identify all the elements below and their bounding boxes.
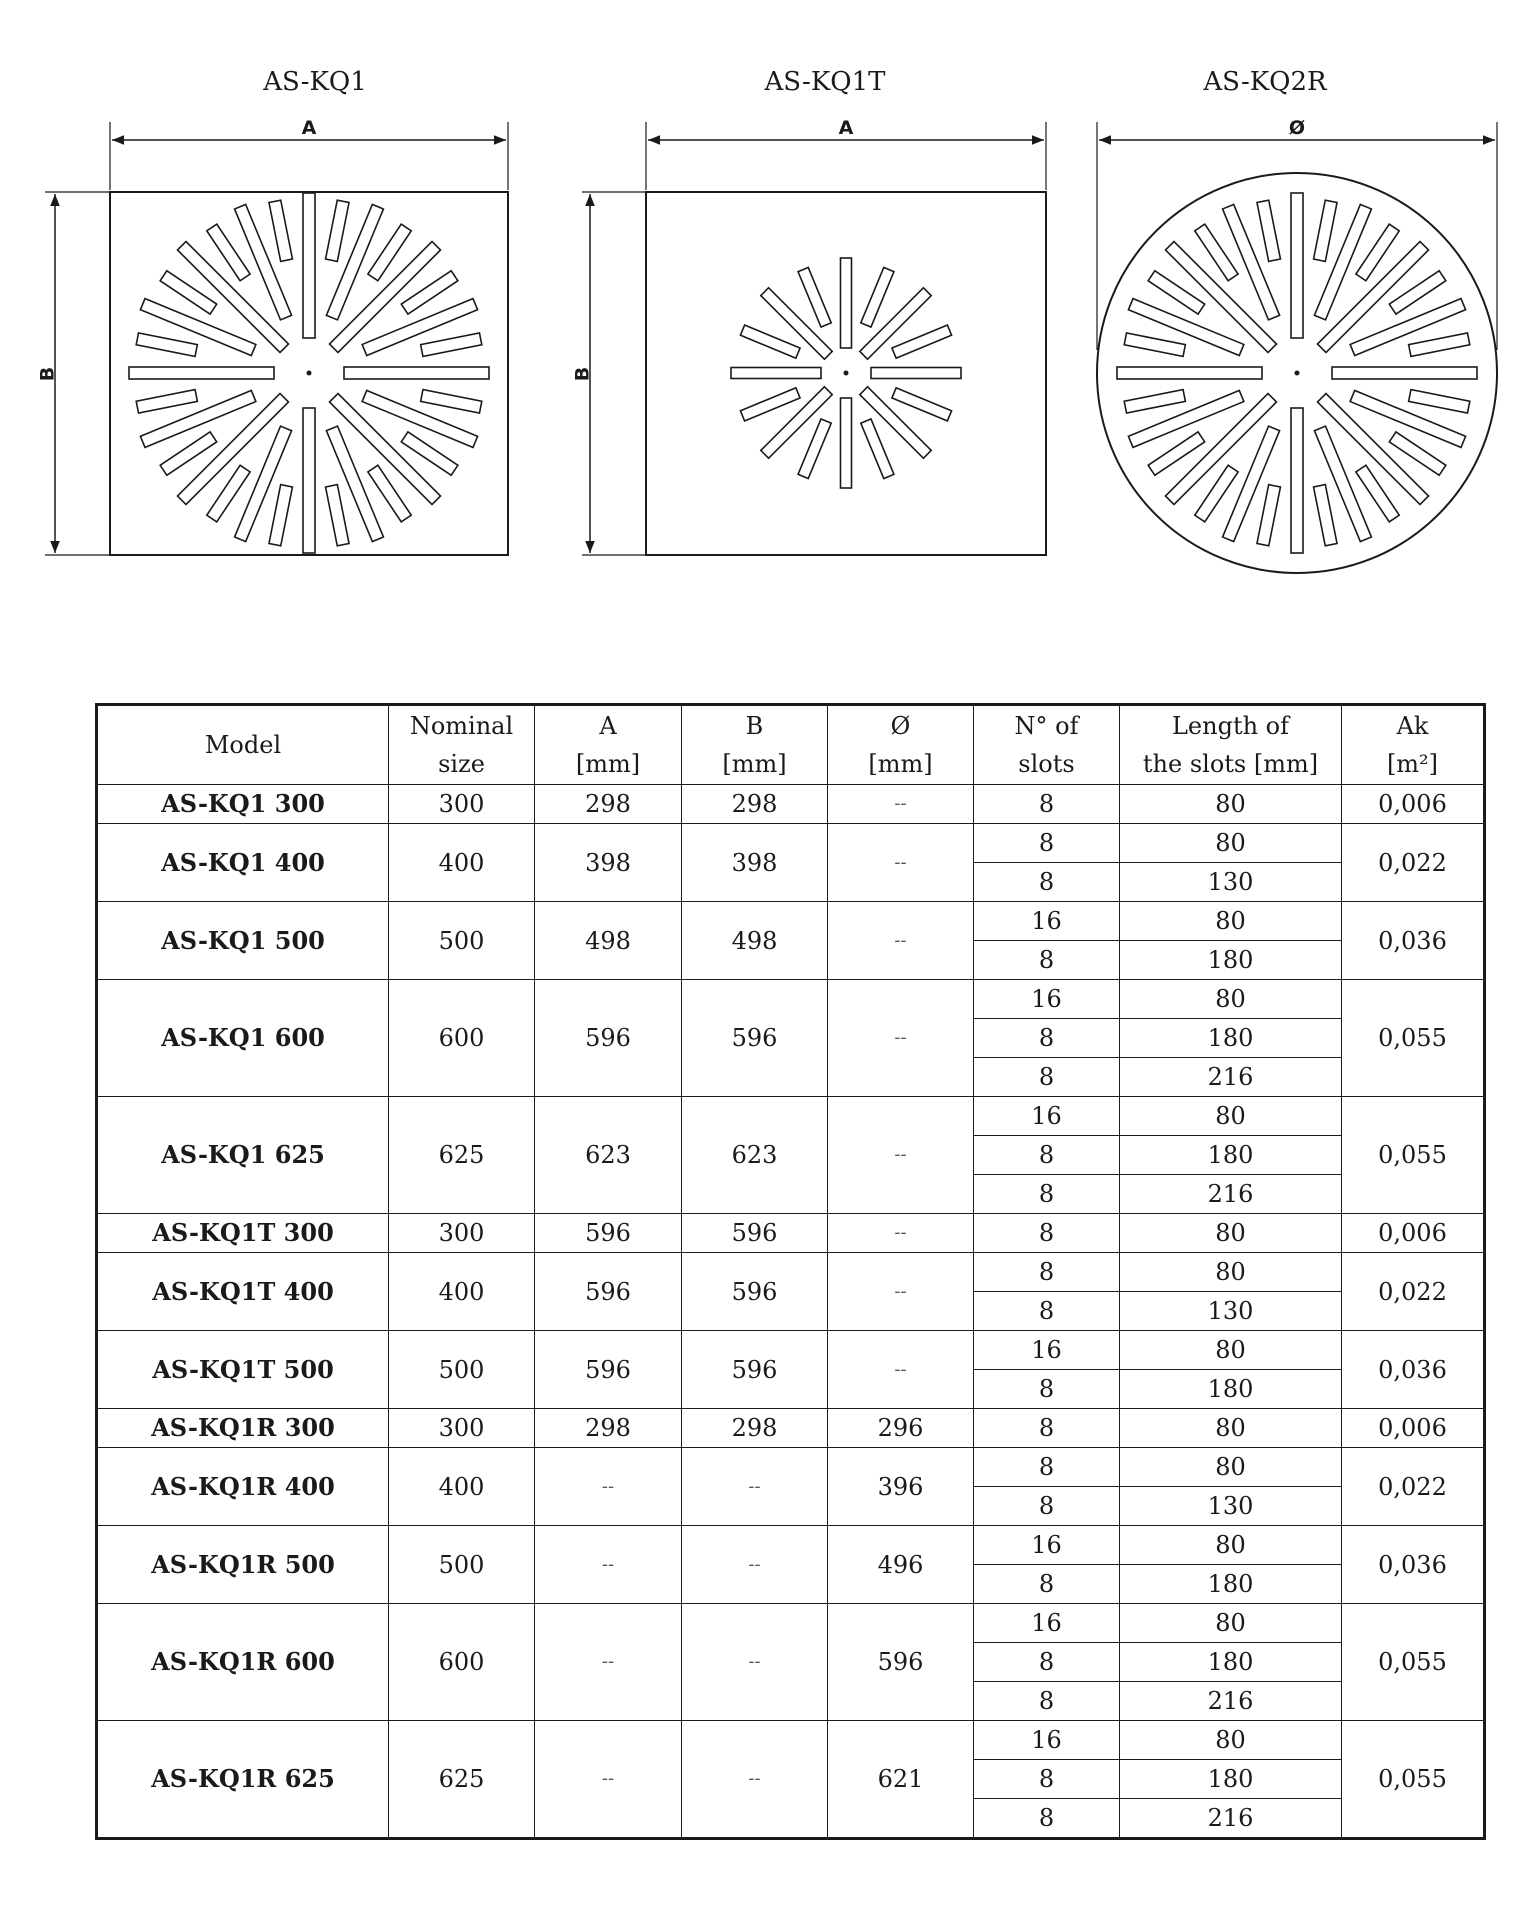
cell-slot-length: 80 <box>1120 1253 1342 1292</box>
cell-ak: 0,022 <box>1342 824 1485 902</box>
slot-outline <box>362 299 477 356</box>
cell-number-of-slots: 8 <box>974 941 1120 980</box>
cell-slot-length: 130 <box>1120 863 1342 902</box>
cell-number-of-slots: 8 <box>974 1448 1120 1487</box>
cell-ak: 0,036 <box>1342 1331 1485 1409</box>
cell-diameter: 496 <box>828 1526 974 1604</box>
table-row <box>97 980 1485 1019</box>
slot-outline <box>303 193 315 338</box>
figure-title: AS-KQ1T <box>764 67 886 97</box>
figure-kq2r <box>1097 67 1497 573</box>
header-slot-length: Length of the slots [mm] <box>1120 705 1342 785</box>
cell-number-of-slots: 8 <box>974 1682 1120 1721</box>
cell-b: 596 <box>682 1331 828 1409</box>
cell-slot-length: 80 <box>1120 1604 1342 1643</box>
slot-outline <box>841 258 852 348</box>
table-row <box>97 902 1485 941</box>
table-row <box>97 1253 1485 1292</box>
cell-number-of-slots: 8 <box>974 1253 1120 1292</box>
cell-nominal-size: 300 <box>389 1409 535 1448</box>
slot-outline <box>1128 390 1243 447</box>
cell-slot-length: 180 <box>1120 1370 1342 1409</box>
cell-b: 398 <box>682 824 828 902</box>
slot-outline <box>892 325 952 358</box>
cell-number-of-slots: 8 <box>974 824 1120 863</box>
slot-outline <box>235 204 292 319</box>
cell-a: 596 <box>535 1253 682 1331</box>
cell-number-of-slots: 8 <box>974 1487 1120 1526</box>
cell-number-of-slots: 16 <box>974 902 1120 941</box>
header-diameter: Ø [mm] <box>828 705 974 785</box>
slot-outline <box>798 267 831 327</box>
cell-ak: 0,036 <box>1342 1526 1485 1604</box>
cell-nominal-size: 625 <box>389 1721 535 1839</box>
cell-a: 596 <box>535 1331 682 1409</box>
cell-b: 596 <box>682 1214 828 1253</box>
header-nominal-size: Nominal size <box>389 705 535 785</box>
cell-slot-length: 80 <box>1120 1448 1342 1487</box>
slot-outline <box>1257 485 1280 546</box>
cell-slot-length: 216 <box>1120 1682 1342 1721</box>
slot-outline <box>136 333 197 356</box>
cell-ak: 0,006 <box>1342 1409 1485 1448</box>
table-row <box>97 785 1485 824</box>
slot-outline <box>1314 426 1371 541</box>
cell-b: -- <box>682 1448 828 1526</box>
cell-slot-length: 80 <box>1120 1097 1342 1136</box>
cell-model: AS-KQ1R 625 <box>97 1721 389 1839</box>
cell-a: 398 <box>535 824 682 902</box>
cell-a: 623 <box>535 1097 682 1214</box>
slot-outline <box>892 388 952 421</box>
slot-outline <box>861 267 894 327</box>
cell-number-of-slots: 8 <box>974 1058 1120 1097</box>
cell-model: AS-KQ1T 300 <box>97 1214 389 1253</box>
cell-slot-length: 216 <box>1120 1058 1342 1097</box>
slot-outline <box>1350 299 1465 356</box>
cell-number-of-slots: 16 <box>974 1331 1120 1370</box>
cell-ak: 0,055 <box>1342 1721 1485 1839</box>
dimension-label-b: B <box>36 366 59 382</box>
cell-a: -- <box>535 1526 682 1604</box>
slot-outline <box>1124 390 1185 413</box>
figure-title: AS-KQ1 <box>263 67 367 97</box>
cell-ak: 0,055 <box>1342 1604 1485 1721</box>
cell-slot-length: 180 <box>1120 1136 1342 1175</box>
cell-model: AS-KQ1R 300 <box>97 1409 389 1448</box>
cell-number-of-slots: 8 <box>974 1799 1120 1839</box>
cell-diameter: 596 <box>828 1604 974 1721</box>
cell-number-of-slots: 8 <box>974 1409 1120 1448</box>
cell-diameter: -- <box>828 1331 974 1409</box>
slot-outline <box>798 419 831 479</box>
header-ak: Ak [m²] <box>1342 705 1485 785</box>
specification-table <box>95 703 1486 1840</box>
slot-outline <box>740 325 800 358</box>
cell-a: -- <box>535 1604 682 1721</box>
cell-nominal-size: 500 <box>389 1526 535 1604</box>
cell-nominal-size: 400 <box>389 1253 535 1331</box>
cell-nominal-size: 300 <box>389 1214 535 1253</box>
slot-outline <box>1117 367 1262 379</box>
cell-number-of-slots: 8 <box>974 1370 1120 1409</box>
center-point <box>844 371 849 376</box>
slot-outline <box>326 204 383 319</box>
cell-ak: 0,022 <box>1342 1253 1485 1331</box>
slot-outline <box>421 333 482 356</box>
cell-slot-length: 180 <box>1120 1760 1342 1799</box>
slot-outline <box>1223 204 1280 319</box>
table-row <box>97 1214 1485 1253</box>
slot-outline <box>140 390 255 447</box>
cell-ak: 0,036 <box>1342 902 1485 980</box>
cell-slot-length: 180 <box>1120 1643 1342 1682</box>
cell-number-of-slots: 16 <box>974 1097 1120 1136</box>
slot-outline <box>1409 390 1470 413</box>
cell-number-of-slots: 16 <box>974 1721 1120 1760</box>
cell-number-of-slots: 8 <box>974 1643 1120 1682</box>
slot-outline <box>1314 200 1337 261</box>
cell-b: 596 <box>682 1253 828 1331</box>
cell-number-of-slots: 8 <box>974 1175 1120 1214</box>
table-row <box>97 1721 1485 1760</box>
cell-nominal-size: 600 <box>389 980 535 1097</box>
cell-number-of-slots: 8 <box>974 863 1120 902</box>
slot-outline <box>235 426 292 541</box>
table-row <box>97 1448 1485 1487</box>
slot-outline <box>326 485 349 546</box>
table-row <box>97 1097 1485 1136</box>
cell-b: -- <box>682 1604 828 1721</box>
cell-number-of-slots: 8 <box>974 1214 1120 1253</box>
table-row <box>97 1409 1485 1448</box>
cell-nominal-size: 400 <box>389 824 535 902</box>
slot-outline <box>269 485 292 546</box>
cell-model: AS-KQ1R 500 <box>97 1526 389 1604</box>
header-row <box>97 705 1485 785</box>
cell-a: -- <box>535 1448 682 1526</box>
technical-drawings <box>0 0 1536 600</box>
dimension-label-diameter: Ø <box>1288 117 1306 139</box>
cell-slot-length: 80 <box>1120 1214 1342 1253</box>
cell-slot-length: 80 <box>1120 1721 1342 1760</box>
cell-number-of-slots: 16 <box>974 1526 1120 1565</box>
header-number-of-slots: N° of slots <box>974 705 1120 785</box>
cell-slot-length: 80 <box>1120 785 1342 824</box>
cell-b: 498 <box>682 902 828 980</box>
cell-model: AS-KQ1 500 <box>97 902 389 980</box>
figure-kq1t <box>572 67 1047 555</box>
figure-kq1 <box>37 67 509 555</box>
cell-slot-length: 216 <box>1120 1799 1342 1839</box>
table-row <box>97 824 1485 863</box>
slot-outline <box>269 200 292 261</box>
cell-diameter: 296 <box>828 1409 974 1448</box>
cell-diameter: -- <box>828 902 974 980</box>
slot-outline <box>731 368 821 379</box>
slot-outline <box>871 368 961 379</box>
cell-b: -- <box>682 1526 828 1604</box>
cell-a: 498 <box>535 902 682 980</box>
cell-ak: 0,006 <box>1342 1214 1485 1253</box>
cell-b: -- <box>682 1721 828 1839</box>
cell-slot-length: 180 <box>1120 941 1342 980</box>
cell-number-of-slots: 8 <box>974 1136 1120 1175</box>
slot-outline <box>326 426 383 541</box>
cell-nominal-size: 400 <box>389 1448 535 1526</box>
slot-outline <box>1128 299 1243 356</box>
cell-slot-length: 80 <box>1120 902 1342 941</box>
cell-a: 298 <box>535 1409 682 1448</box>
table-row <box>97 1331 1485 1370</box>
cell-a: 596 <box>535 980 682 1097</box>
cell-slot-length: 80 <box>1120 1409 1342 1448</box>
slot-outline <box>136 390 197 413</box>
slot-outline <box>841 398 852 488</box>
cell-slot-length: 180 <box>1120 1019 1342 1058</box>
cell-diameter: -- <box>828 1214 974 1253</box>
header-model: Model <box>97 705 389 785</box>
cell-nominal-size: 600 <box>389 1604 535 1721</box>
cell-diameter: -- <box>828 785 974 824</box>
slot-outline <box>1332 367 1477 379</box>
cell-diameter: -- <box>828 824 974 902</box>
cell-diameter: -- <box>828 1097 974 1214</box>
cell-b: 298 <box>682 785 828 824</box>
slot-outline <box>1350 390 1465 447</box>
table-row <box>97 1526 1485 1565</box>
cell-model: AS-KQ1 300 <box>97 785 389 824</box>
cell-model: AS-KQ1T 400 <box>97 1253 389 1331</box>
slot-outline <box>140 299 255 356</box>
cell-model: AS-KQ1R 400 <box>97 1448 389 1526</box>
cell-slot-length: 216 <box>1120 1175 1342 1214</box>
cell-model: AS-KQ1 625 <box>97 1097 389 1214</box>
center-point <box>307 371 312 376</box>
slot-outline <box>1291 408 1303 553</box>
slot-outline <box>861 419 894 479</box>
cell-ak: 0,055 <box>1342 1097 1485 1214</box>
table-row <box>97 1604 1485 1643</box>
cell-nominal-size: 500 <box>389 1331 535 1409</box>
slot-outline <box>344 367 489 379</box>
slot-outline <box>740 388 800 421</box>
cell-number-of-slots: 8 <box>974 1565 1120 1604</box>
cell-diameter: 621 <box>828 1721 974 1839</box>
header-b: B [mm] <box>682 705 828 785</box>
cell-a: 596 <box>535 1214 682 1253</box>
slot-outline <box>1409 333 1470 356</box>
figure-title: AS-KQ2R <box>1203 67 1327 97</box>
cell-number-of-slots: 16 <box>974 980 1120 1019</box>
slot-outline <box>1223 426 1280 541</box>
slot-outline <box>1314 204 1371 319</box>
slot-outline <box>421 390 482 413</box>
cell-number-of-slots: 8 <box>974 1292 1120 1331</box>
cell-model: AS-KQ1 400 <box>97 824 389 902</box>
slot-outline <box>1314 485 1337 546</box>
cell-slot-length: 130 <box>1120 1487 1342 1526</box>
cell-slot-length: 80 <box>1120 1526 1342 1565</box>
slot-outline <box>1291 193 1303 338</box>
cell-diameter: 396 <box>828 1448 974 1526</box>
slot-outline <box>1257 200 1280 261</box>
cell-number-of-slots: 8 <box>974 1019 1120 1058</box>
cell-nominal-size: 625 <box>389 1097 535 1214</box>
cell-diameter: -- <box>828 1253 974 1331</box>
header-a: A [mm] <box>535 705 682 785</box>
slot-outline <box>362 390 477 447</box>
cell-diameter: -- <box>828 980 974 1097</box>
cell-slot-length: 130 <box>1120 1292 1342 1331</box>
center-point <box>1295 371 1300 376</box>
cell-ak: 0,006 <box>1342 785 1485 824</box>
cell-nominal-size: 500 <box>389 902 535 980</box>
cell-model: AS-KQ1R 600 <box>97 1604 389 1721</box>
cell-b: 298 <box>682 1409 828 1448</box>
slot-outline <box>129 367 274 379</box>
slot-outline <box>303 408 315 553</box>
cell-number-of-slots: 8 <box>974 785 1120 824</box>
cell-a: -- <box>535 1721 682 1839</box>
cell-model: AS-KQ1 600 <box>97 980 389 1097</box>
cell-slot-length: 80 <box>1120 1331 1342 1370</box>
cell-nominal-size: 300 <box>389 785 535 824</box>
drawings-svg <box>0 0 1536 600</box>
slot-outline <box>1124 333 1185 356</box>
cell-slot-length: 80 <box>1120 824 1342 863</box>
cell-model: AS-KQ1T 500 <box>97 1331 389 1409</box>
cell-number-of-slots: 8 <box>974 1760 1120 1799</box>
cell-ak: 0,022 <box>1342 1448 1485 1526</box>
dimension-label-a: A <box>301 117 317 139</box>
dimension-label-b: B <box>571 366 594 382</box>
cell-slot-length: 180 <box>1120 1565 1342 1604</box>
cell-slot-length: 80 <box>1120 980 1342 1019</box>
cell-b: 596 <box>682 980 828 1097</box>
slot-outline <box>326 200 349 261</box>
cell-a: 298 <box>535 785 682 824</box>
cell-number-of-slots: 16 <box>974 1604 1120 1643</box>
dimension-label-a: A <box>838 117 854 139</box>
cell-b: 623 <box>682 1097 828 1214</box>
cell-ak: 0,055 <box>1342 980 1485 1097</box>
